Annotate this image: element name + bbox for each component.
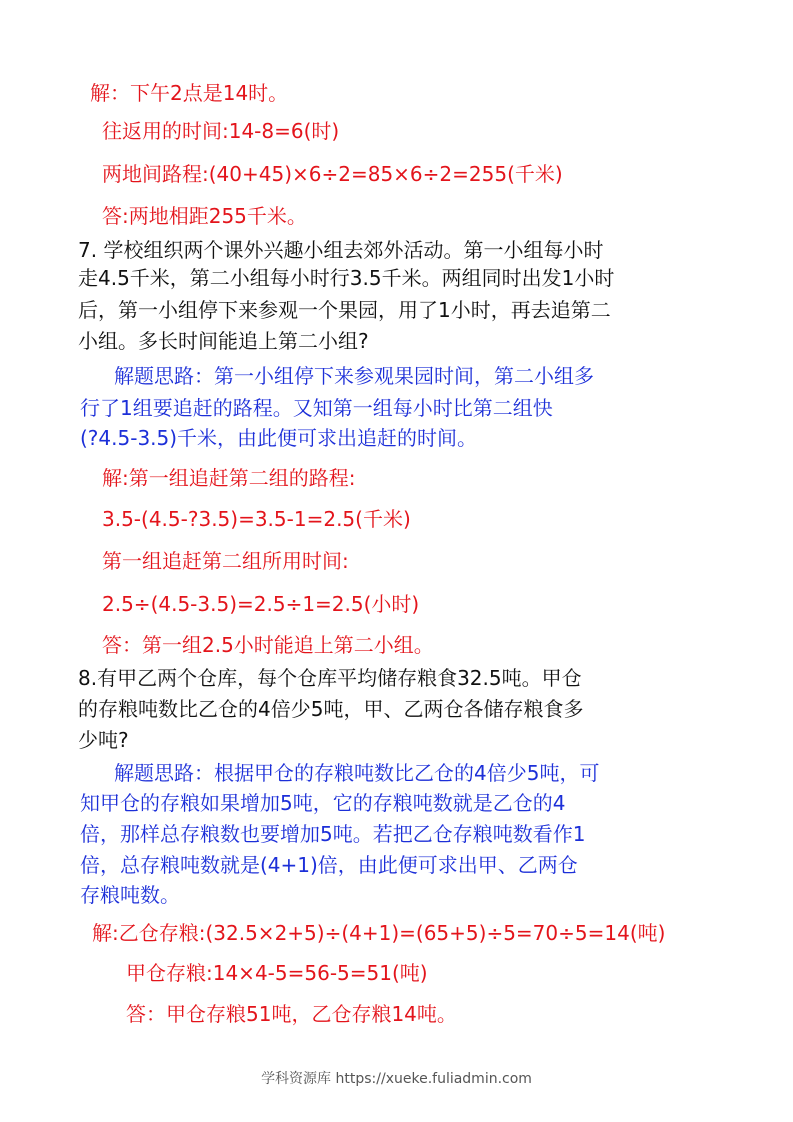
q8-solution-line: 解:乙仓存粮:(32.5×2+5)÷(4+1)=(65+5)÷5=70÷5=14(吨) [92,921,666,945]
q7-answer: 答：第一组2.5小时能追上第二小组。 [102,633,434,657]
q7-solution-line: 解:第一组追赶第二组的路程: [102,466,356,490]
q8-text-line: 8.有甲乙两个仓库，每个仓库平均储存粮食32.5吨。甲仓 [78,666,582,690]
q7-solution-line: 2.5÷(4.5-3.5)=2.5÷1=2.5(小时) [102,592,420,616]
q8-text-line: 少吨? [78,728,129,752]
q7-solution-line: 第一组追赶第二组所用时间: [102,549,349,573]
q8-thinking-line: 存粮吨数。 [80,883,180,907]
q7-text-line: 后，第一小组停下来参观一个果园，用了1小时，再去追第二 [78,298,611,322]
q7-thinking-line: 行了1组要追赶的路程。又知第一组每小时比第二组快 [80,396,553,420]
q8-thinking-line: 知甲仓的存粮如果增加5吨，它的存粮吨数就是乙仓的4 [80,791,566,815]
q7-text-line: 走4.5千米，第二小组每小时行3.5千米。两组同时出发1小时 [78,266,615,290]
q8-thinking-line: 解题思路：根据甲仓的存粮吨数比乙仓的4倍少5吨，可 [114,761,600,785]
sol6-line3: 两地间路程:(40+45)×6÷2=85×6÷2=255(千米) [102,162,563,186]
q7-thinking-line: (?4.5-3.5)千米，由此便可求出追赶的时间。 [80,426,478,450]
q7-thinking-line: 解题思路：第一小组停下来参观果园时间，第二小组多 [114,364,594,388]
q7-solution-line: 3.5-(4.5-?3.5)=3.5-1=2.5(千米) [102,507,411,531]
sol6-line1: 解：下午2点是14时。 [90,81,289,105]
q8-thinking-line: 倍，那样总存粮数也要增加5吨。若把乙仓存粮吨数看作1 [80,822,586,846]
q7-text-line: 小组。多长时间能追上第二小组? [78,329,369,353]
q8-text-line: 的存粮吨数比乙仓的4倍少5吨，甲、乙两仓各储存粮食多 [78,697,584,721]
q7-text-line: 7. 学校组织两个课外兴趣小组去郊外活动。第一小组每小时 [78,238,604,262]
sol6-answer: 答:两地相距255千米。 [102,204,307,228]
q8-answer: 答：甲仓存粮51吨，乙仓存粮14吨。 [126,1002,457,1026]
sol6-line2: 往返用的时间:14-8=6(时) [102,119,340,143]
footer-source-text: 学科资源库 https://xueke.fuliadmin.com [261,1071,532,1087]
q8-solution-line: 甲仓存粮:14×4-5=56-5=51(吨) [126,961,428,985]
q8-thinking-line: 倍，总存粮吨数就是(4+1)倍，由此便可求出甲、乙两仓 [80,853,578,877]
